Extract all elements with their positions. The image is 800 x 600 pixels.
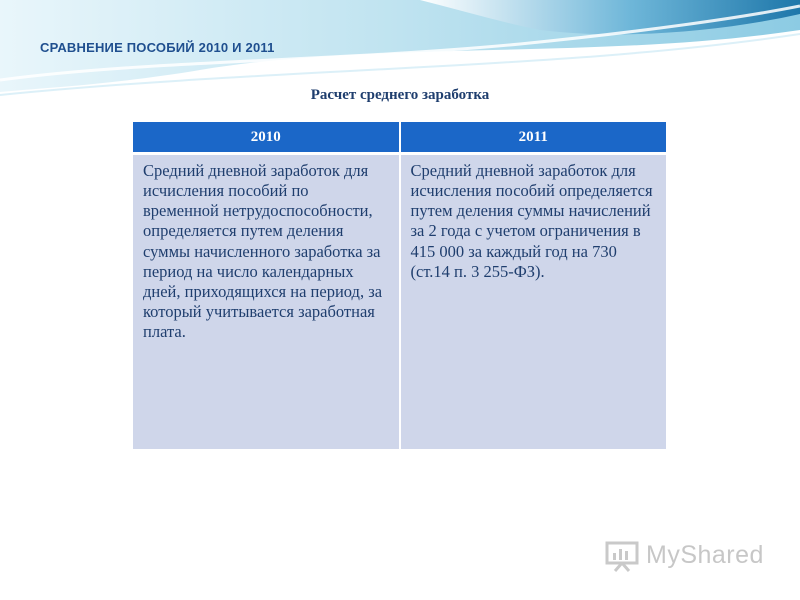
watermark: [604, 535, 764, 575]
table-cell-2011: Средний дневной заработок для исчисления пособий определяется путем деления суммы начислений за 2 года с учетом ограничения в 415 000 за каждый год на 730 (ст.14 п. 3 255-ФЗ).: [400, 154, 667, 450]
table-header: [133, 122, 666, 154]
column-header-2011: 2011: [400, 122, 667, 154]
table-row: [133, 154, 666, 450]
slide-subtitle: Расчет среднего заработка: [310, 87, 490, 103]
comparison-table: [133, 122, 666, 449]
table-header-row: [133, 122, 666, 154]
slide-header-title: СРАВНЕНИЕ ПОСОБИЙ 2010 И 2011: [40, 40, 275, 55]
table-body: [133, 154, 666, 450]
table-cell-2010: Средний дневной заработок для исчисления пособий по временной нетрудоспособности, определяется путем деления суммы начисленного заработка за период на число календарных дней, приходящихся на период, за который учитывается заработная плата.: [133, 154, 400, 450]
presentation-board-icon: [604, 537, 640, 573]
watermark-text: MyShared: [646, 540, 764, 569]
column-header-2010: 2010: [133, 122, 400, 154]
